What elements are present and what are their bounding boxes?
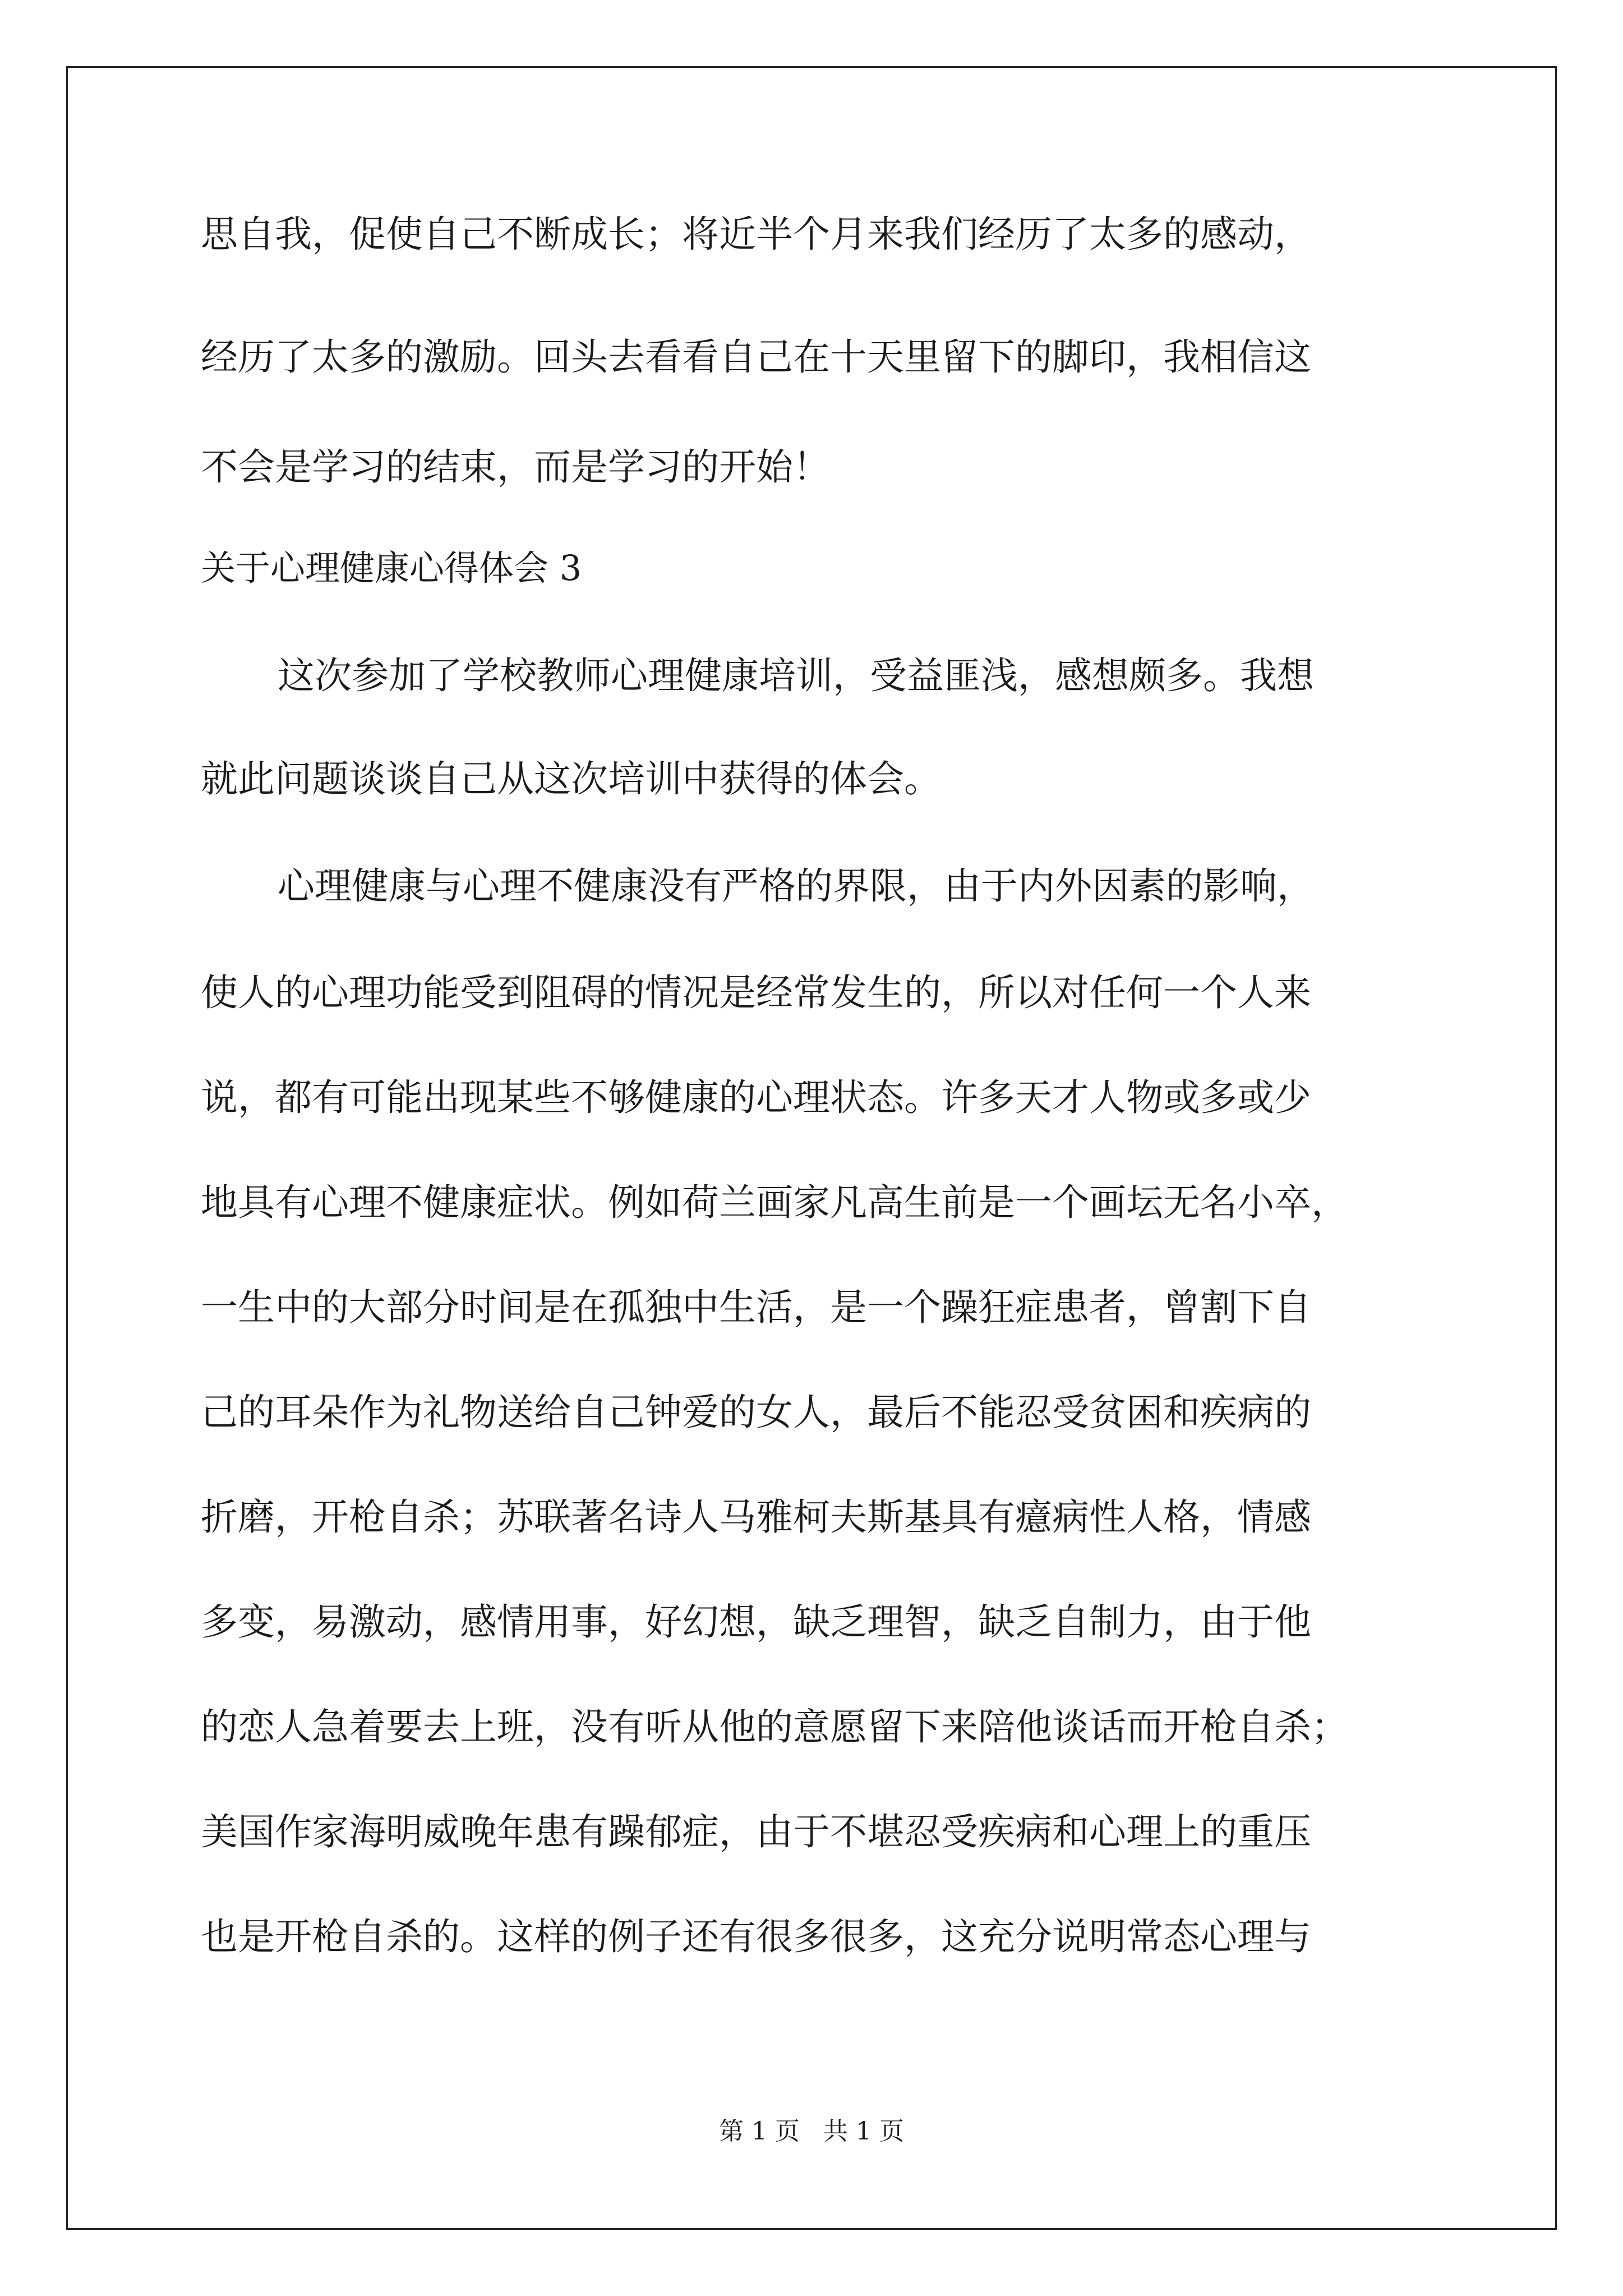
text-line: 思自我，促使自己不断成长；将近半个月来我们经历了太多的感动， (201, 213, 1311, 256)
page-border (66, 66, 1557, 2230)
paragraph-line: 就此问题谈谈自己从这次培训中获得的体会。 (201, 757, 941, 800)
paragraph-line: 多变，易激动，感情用事，好幻想，缺乏理智，缺乏自制力，由于他 (201, 1600, 1311, 1644)
paragraph-line: 使人的心理功能受到阻碍的情况是经常发生的，所以对任何一个人来 (201, 971, 1311, 1014)
section-title: 关于心理健康心得体会 3 (201, 547, 582, 588)
paragraph-line: 的恋人急着要去上班，没有听从他的意愿留下来陪他谈话而开枪自杀； (201, 1705, 1348, 1749)
paragraph-line: 也是开枪自杀的。这样的例子还有很多很多，这充分说明常态心理与 (201, 1915, 1311, 1958)
text-line: 不会是学习的结束，而是学习的开始！ (201, 445, 830, 489)
paragraph-line: 这次参加了学校教师心理健康培训，受益匪浅，感想颇多。我想 (278, 654, 1314, 697)
paragraph-line: 地具有心理不健康症状。例如荷兰画家凡高生前是一个画坛无名小卒， (201, 1181, 1348, 1224)
page-number: 第 1 页 共 1 页 (719, 2117, 904, 2146)
paragraph-line: 己的耳朵作为礼物送给自己钟爱的女人，最后不能忍受贫困和疾病的 (201, 1391, 1311, 1434)
paragraph-line: 一生中的大部分时间是在孤独中生活，是一个躁狂症患者，曾割下自 (201, 1286, 1311, 1329)
paragraph-line: 美国作家海明威晚年患有躁郁症，由于不堪忍受疾病和心理上的重压 (201, 1810, 1311, 1853)
paragraph-line: 折磨，开枪自杀；苏联著名诗人马雅柯夫斯基具有癔病性人格，情感 (201, 1496, 1311, 1539)
paragraph-line: 心理健康与心理不健康没有严格的界限，由于内外因素的影响， (278, 864, 1314, 908)
text-line: 经历了太多的激励。回头去看看自己在十天里留下的脚印，我相信这 (201, 335, 1311, 379)
paragraph-line: 说，都有可能出现某些不够健康的心理状态。许多天才人物或多或少 (201, 1076, 1311, 1119)
